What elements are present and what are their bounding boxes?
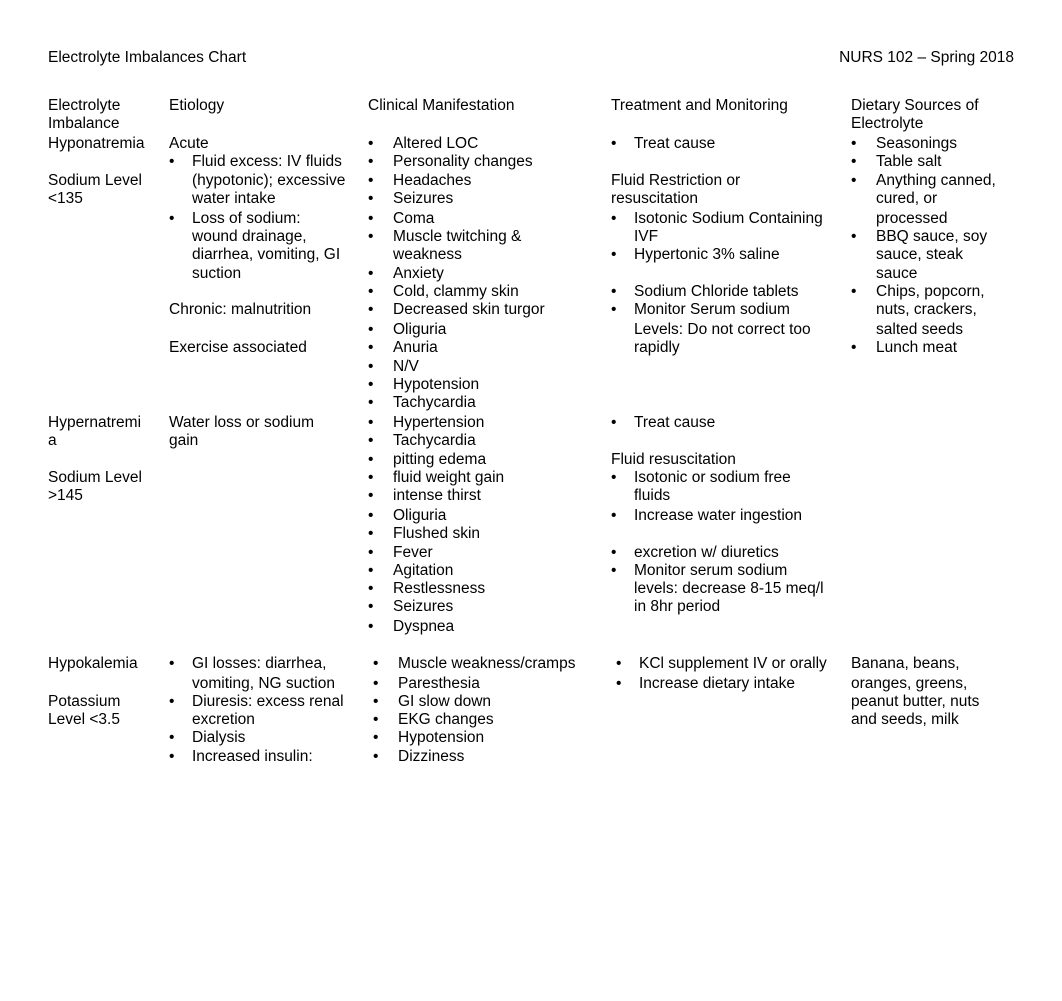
manifestation-item: pitting edema — [393, 451, 487, 468]
treatment-item: Levels: Do not correct too — [634, 321, 811, 338]
bullet: • — [373, 748, 379, 765]
bullet: • — [368, 544, 374, 561]
bullet: • — [368, 507, 374, 524]
manifestation-item: intense thirst — [393, 487, 481, 504]
etiology-item: excretion — [192, 711, 255, 728]
bullet: • — [616, 675, 622, 692]
course-label: NURS 102 – Spring 2018 — [839, 49, 1014, 66]
bullet: • — [368, 301, 374, 318]
manifestation-item: Decreased skin turgor — [393, 301, 545, 318]
manifestation-item: Flushed skin — [393, 525, 481, 542]
header-imbalance-line2: Imbalance — [48, 115, 120, 132]
manifestation-item: N/V — [393, 358, 419, 375]
manifestation-item: Anuria — [393, 339, 438, 356]
etiology-item: Dialysis — [192, 729, 246, 746]
dietary-item: sauce — [876, 265, 918, 282]
header-clinical-manifestation: Clinical Manifestation — [368, 97, 515, 114]
manifestation-item: Dizziness — [398, 748, 465, 765]
imbalance-name: Hypernatremi — [48, 414, 142, 431]
level-line2: Level <3.5 — [48, 711, 120, 728]
etiology-item: Diuresis: excess renal — [192, 693, 344, 710]
dietary-item: Table salt — [876, 153, 942, 170]
bullet: • — [611, 210, 617, 227]
bullet: • — [368, 210, 374, 227]
imbalance-name: Hypokalemia — [48, 655, 138, 672]
bullet: • — [169, 655, 175, 672]
bullet: • — [611, 562, 617, 579]
etiology-item: Increased insulin: — [192, 748, 313, 765]
bullet: • — [368, 394, 374, 411]
dietary-item: Seasonings — [876, 135, 958, 152]
bullet: • — [373, 711, 379, 728]
etiology-item: wound drainage, — [192, 228, 307, 245]
bullet: • — [851, 339, 857, 356]
bullet: • — [169, 153, 175, 170]
etiology-acute: Acute — [169, 135, 209, 152]
bullet: • — [373, 655, 379, 672]
bullet: • — [368, 469, 374, 486]
bullet: • — [368, 376, 374, 393]
dietary-text: Banana, beans, — [851, 655, 960, 672]
bullet: • — [368, 358, 374, 375]
bullet: • — [368, 598, 374, 615]
bullet: • — [368, 190, 374, 207]
bullet: • — [611, 301, 617, 318]
bullet: • — [368, 228, 374, 245]
bullet: • — [169, 210, 175, 227]
dietary-item: Chips, popcorn, — [876, 283, 985, 300]
bullet: • — [611, 469, 617, 486]
treatment-fluid-heading: Fluid resuscitation — [611, 451, 736, 468]
etiology-item: water intake — [192, 190, 276, 207]
chart-title: Electrolyte Imbalances Chart — [48, 49, 247, 66]
bullet: • — [373, 693, 379, 710]
etiology-item: Loss of sodium: — [192, 210, 301, 227]
header-treatment: Treatment and Monitoring — [611, 97, 788, 114]
manifestation-item: Tachycardia — [393, 432, 476, 449]
bullet: • — [851, 135, 857, 152]
dietary-text: and seeds, milk — [851, 711, 959, 728]
manifestation-item: Seizures — [393, 190, 454, 207]
bullet: • — [368, 525, 374, 542]
treatment-item: Increase water ingestion — [634, 507, 803, 524]
dietary-item: BBQ sauce, soy — [876, 228, 988, 245]
treatment-item: Monitor Serum sodium — [634, 301, 790, 318]
manifestation-item: Hypotension — [398, 729, 485, 746]
dietary-item: nuts, crackers, — [876, 301, 977, 318]
manifestation-item: GI slow down — [398, 693, 492, 710]
etiology-item: (hypotonic); excessive — [192, 172, 346, 189]
manifestation-item: weakness — [393, 246, 462, 263]
manifestation-item: Cold, clammy skin — [393, 283, 519, 300]
bullet: • — [611, 246, 617, 263]
treatment-item: Monitor serum sodium — [634, 562, 788, 579]
bullet: • — [368, 487, 374, 504]
dietary-item: Lunch meat — [876, 339, 957, 356]
imbalance-name: a — [48, 432, 57, 449]
level-line1: Sodium Level — [48, 469, 142, 486]
dietary-item: sauce, steak — [876, 246, 964, 263]
manifestation-item: Altered LOC — [393, 135, 479, 152]
manifestation-item: Oliguria — [393, 507, 447, 524]
bullet: • — [368, 339, 374, 356]
treatment-item: Sodium Chloride tablets — [634, 283, 799, 300]
level-line2: <135 — [48, 190, 83, 207]
manifestation-item: Headaches — [393, 172, 472, 189]
etiology-item: suction — [192, 265, 242, 282]
treatment-fluid-heading: resuscitation — [611, 190, 699, 207]
dietary-text: peanut butter, nuts — [851, 693, 980, 710]
manifestation-item: Personality changes — [393, 153, 533, 170]
etiology-exercise: Exercise associated — [169, 339, 307, 356]
manifestation-item: fluid weight gain — [393, 469, 505, 486]
header-etiology: Etiology — [169, 97, 225, 114]
bullet: • — [611, 544, 617, 561]
etiology-item: diarrhea, vomiting, GI — [192, 246, 341, 263]
treatment-item: Isotonic or sodium free — [634, 469, 791, 486]
bullet: • — [611, 414, 617, 431]
manifestation-item: Coma — [393, 210, 435, 227]
treatment-item: IVF — [634, 228, 659, 245]
treatment-item: in 8hr period — [634, 598, 721, 615]
etiology-item: GI losses: diarrhea, — [192, 655, 327, 672]
bullet: • — [851, 283, 857, 300]
bullet: • — [368, 283, 374, 300]
bullet: • — [368, 618, 374, 635]
level-line1: Sodium Level — [48, 172, 142, 189]
manifestation-item: Oliguria — [393, 321, 447, 338]
bullet: • — [169, 729, 175, 746]
bullet: • — [368, 580, 374, 597]
treatment-item: fluids — [634, 487, 671, 504]
bullet: • — [368, 414, 374, 431]
bullet: • — [368, 135, 374, 152]
dietary-text: oranges, greens, — [851, 675, 968, 692]
bullet: • — [611, 507, 617, 524]
manifestation-item: Muscle weakness/cramps — [398, 655, 576, 672]
dietary-item: Anything canned, — [876, 172, 996, 189]
treatment-item: Increase dietary intake — [639, 675, 795, 692]
manifestation-item: Anxiety — [393, 265, 444, 282]
manifestation-item: Muscle twitching & — [393, 228, 522, 245]
treatment-item: Isotonic Sodium Containing — [634, 210, 823, 227]
treatment-item: excretion w/ diuretics — [634, 544, 779, 561]
manifestation-item: EKG changes — [398, 711, 494, 728]
manifestation-item: Paresthesia — [398, 675, 480, 692]
bullet: • — [368, 432, 374, 449]
bullet: • — [169, 748, 175, 765]
dietary-item: processed — [876, 210, 948, 227]
manifestation-item: Restlessness — [393, 580, 486, 597]
etiology-item: Fluid excess: IV fluids — [192, 153, 342, 170]
bullet: • — [373, 729, 379, 746]
treatment-item: Hypertonic 3% saline — [634, 246, 780, 263]
treatment-fluid-heading: Fluid Restriction or — [611, 172, 741, 189]
header-dietary-line1: Dietary Sources of — [851, 97, 979, 114]
header-dietary-line2: Electrolyte — [851, 115, 924, 132]
bullet: • — [368, 562, 374, 579]
treatment-item: levels: decrease 8-15 meq/l — [634, 580, 824, 597]
dietary-item: salted seeds — [876, 321, 964, 338]
bullet: • — [611, 135, 617, 152]
manifestation-item: Seizures — [393, 598, 454, 615]
bullet: • — [368, 451, 374, 468]
manifestation-item: Tachycardia — [393, 394, 476, 411]
dietary-item: cured, or — [876, 190, 938, 207]
bullet: • — [616, 655, 622, 672]
etiology-text: gain — [169, 432, 199, 449]
etiology-chronic: Chronic: malnutrition — [169, 301, 312, 318]
treatment-item: KCl supplement IV or orally — [639, 655, 827, 672]
header-imbalance-line1: Electrolyte — [48, 97, 121, 114]
imbalance-name: Hyponatremia — [48, 135, 145, 152]
bullet: • — [169, 693, 175, 710]
bullet: • — [368, 153, 374, 170]
manifestation-item: Fever — [393, 544, 433, 561]
etiology-text: Water loss or sodium — [169, 414, 314, 431]
bullet: • — [368, 321, 374, 338]
manifestation-item: Agitation — [393, 562, 454, 579]
bullet: • — [611, 283, 617, 300]
bullet: • — [373, 675, 379, 692]
bullet: • — [368, 265, 374, 282]
manifestation-item: Hypotension — [393, 376, 480, 393]
etiology-item: vomiting, NG suction — [192, 675, 335, 692]
treatment-treat-cause: Treat cause — [634, 135, 716, 152]
level-line1: Potassium — [48, 693, 121, 710]
treatment-treat-cause: Treat cause — [634, 414, 716, 431]
bullet: • — [851, 153, 857, 170]
treatment-item: rapidly — [634, 339, 680, 356]
bullet: • — [368, 172, 374, 189]
level-line2: >145 — [48, 487, 83, 504]
manifestation-item: Hypertension — [393, 414, 485, 431]
bullet: • — [851, 228, 857, 245]
manifestation-item: Dyspnea — [393, 618, 455, 635]
bullet: • — [851, 172, 857, 189]
